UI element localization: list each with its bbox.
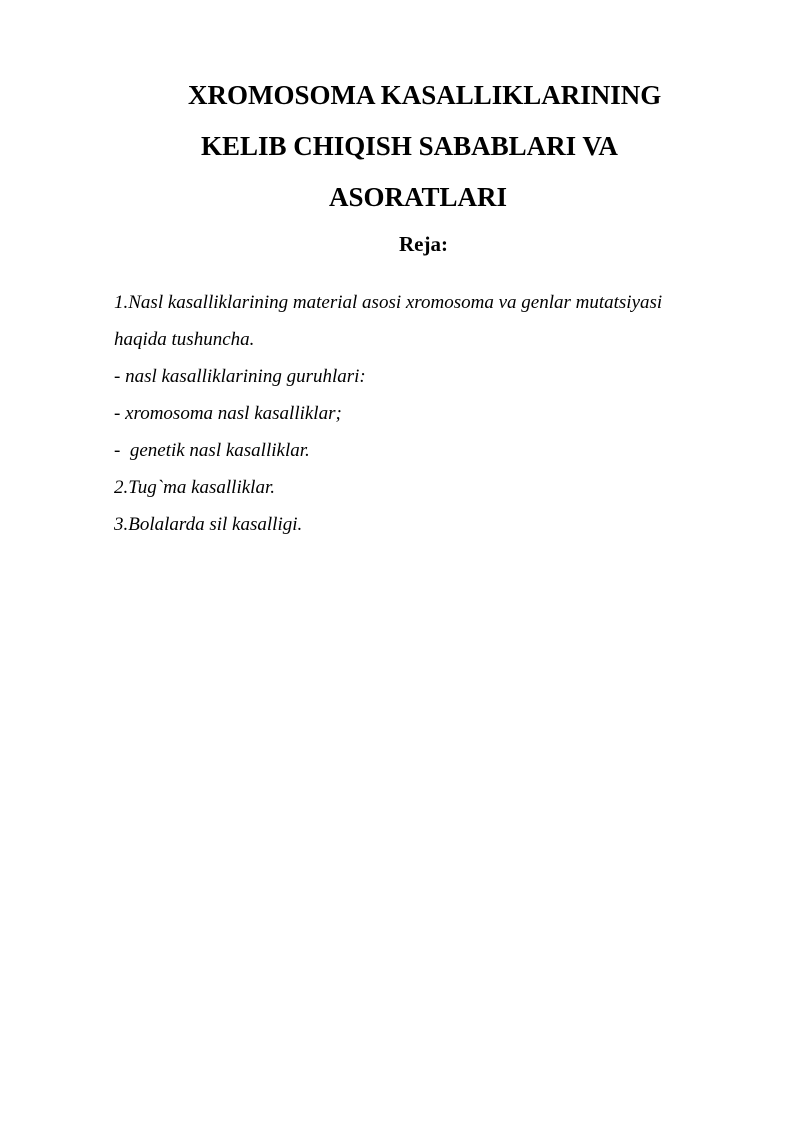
plan-item-2: 2.Tug`ma kasalliklar. [114,477,275,498]
document-title-line-2: KELIB CHIQISH SABABLARI VA [201,131,618,161]
document-title-line-1: XROMOSOMA KASALLIKLARINING [188,80,662,110]
plan-item-1-continuation: haqida tushuncha. [114,329,255,350]
plan-subitem-groups: - nasl kasalliklarining guruhlari: [114,366,366,387]
plan-subitem-genetic: - genetik nasl kasalliklar. [114,440,310,461]
plan-subitem-chromosomal: - xromosoma nasl kasalliklar; [114,403,342,424]
plan-item-3: 3.Bolalarda sil kasalligi. [114,514,303,535]
plan-heading: Reja: [399,232,448,256]
plan-item-1: 1.Nasl kasalliklarining material asosi xromosoma va genlar mutatsiyasi [114,292,663,313]
document-title-line-3: ASORATLARI [329,182,508,212]
